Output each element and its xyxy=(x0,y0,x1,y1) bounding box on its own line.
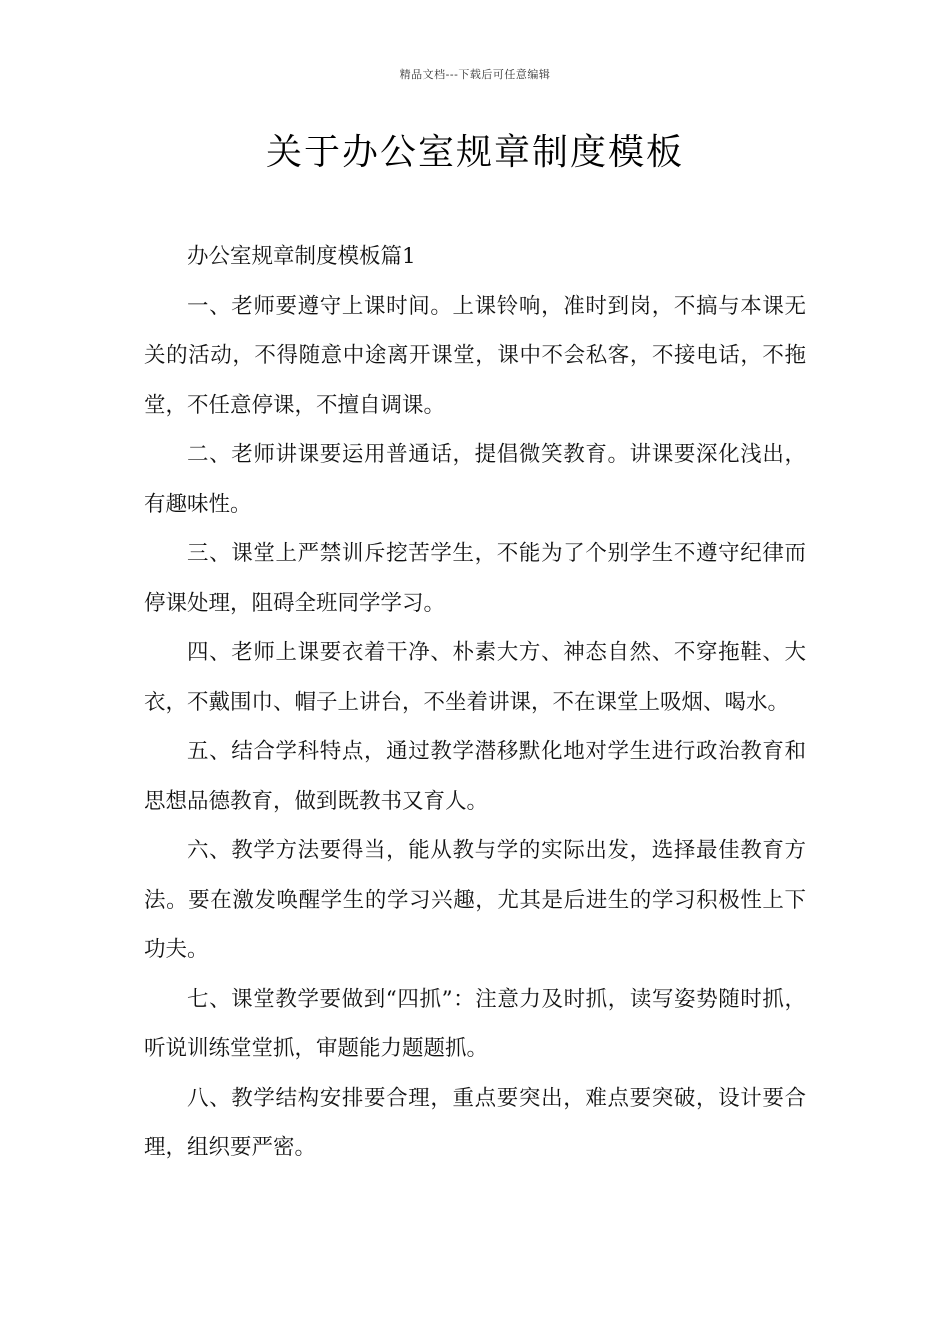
paragraph-4: 四、老师上课要衣着干净、朴素大方、神态自然、不穿拖鞋、大衣，不戴围巾、帽子上讲台，不坐着讲课，不在课堂上吸烟、喝水。 xyxy=(144,640,806,715)
paragraph-1: 一、老师要遵守上课时间。上课铃响，准时到岗，不搞与本课无关的活动，不得随意中途离开课堂，课中不会私客，不接电话，不拖堂，不任意停课，不擅自调课。 xyxy=(144,293,806,418)
paragraph-6: 六、教学方法要得当，能从教与学的实际出发，选择最佳教育方法。要在激发唤醒学生的学习兴趣，尤其是后进生的学习积极性上下功夫。 xyxy=(144,838,806,962)
paragraph-8: 八、教学结构安排要合理，重点要突出，难点要突破，设计要合理，组织要严密。 xyxy=(144,1085,806,1160)
paragraph-5: 五、结合学科特点，通过教学潜移默化地对学生进行政治教育和思想品德教育，做到既教书又育人。 xyxy=(144,739,806,814)
document-body xyxy=(144,232,806,1173)
paragraph-3: 三、课堂上严禁训斥挖苦学生，不能为了个别学生不遵守纪律而停课处理，阻碍全班同学学习。 xyxy=(144,541,806,616)
document-title: 关于办公室规章制度模板 xyxy=(265,132,684,173)
section-heading: 办公室规章制度模板篇1 xyxy=(187,244,416,269)
paragraph-7: 七、课堂教学要做到“四抓”：注意力及时抓，读写姿势随时抓，听说训练堂堂抓，审题能力题题抓。 xyxy=(144,986,806,1061)
paragraph-2: 二、老师讲课要运用普通话，提倡微笑教育。讲课要深化浅出，有趣味性。 xyxy=(144,442,806,517)
header-note: 精品文档---下载后可任意编辑 xyxy=(399,68,551,81)
